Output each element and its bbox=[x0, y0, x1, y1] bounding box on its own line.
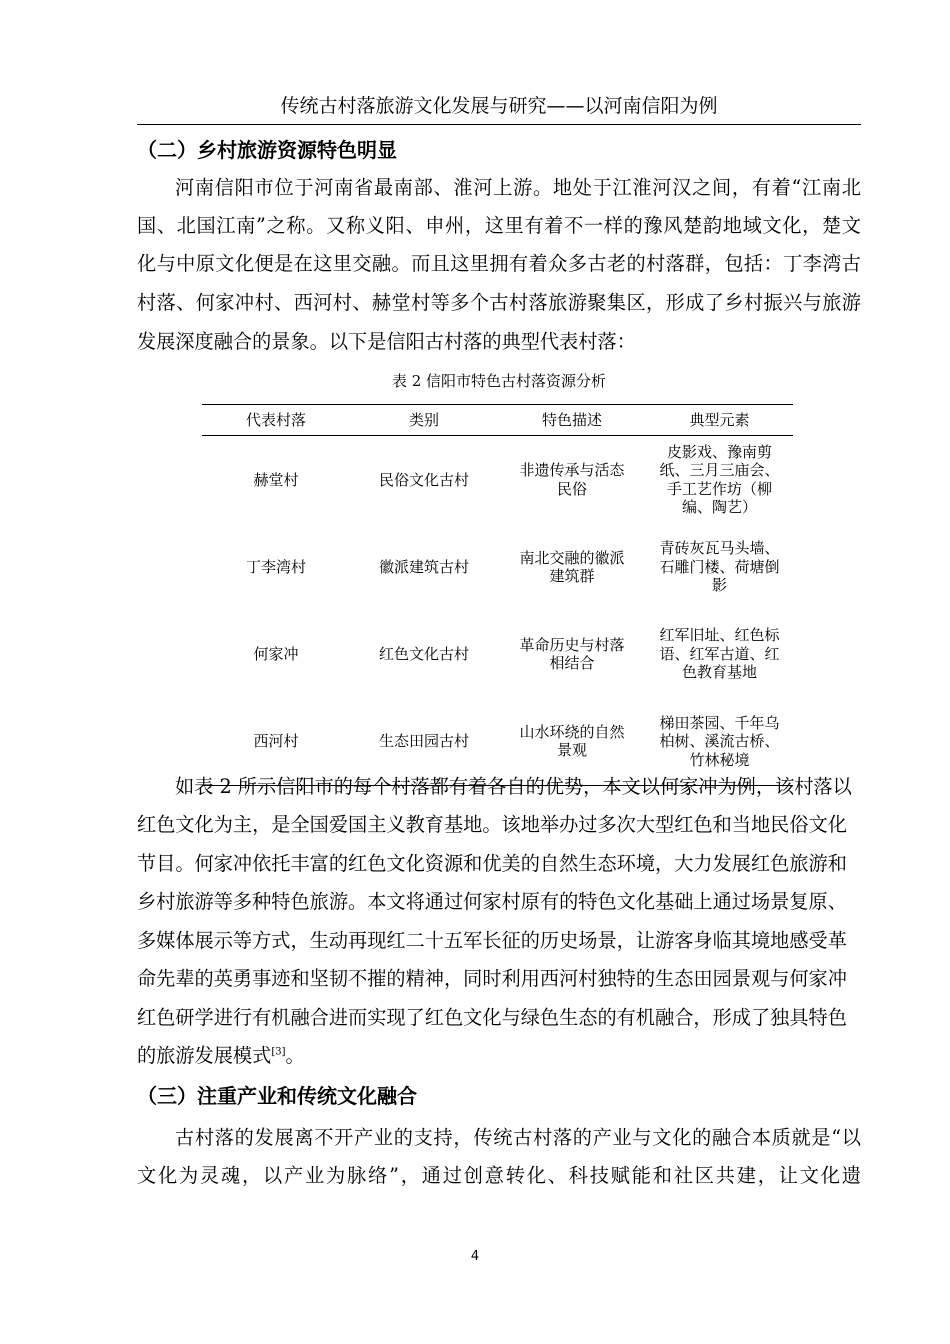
table-header-cell: 典型元素 bbox=[646, 405, 793, 436]
table-cell-text: 皮影戏、豫南剪纸、三月三庙会、手工艺作坊（柳编、陶艺） bbox=[659, 442, 780, 517]
village-resource-table bbox=[202, 404, 793, 786]
paragraph-line bbox=[137, 1041, 861, 1071]
table-cell-text: 非遗传承与活态民俗 bbox=[519, 461, 625, 498]
table-cell-text: 梯田茶园、千年乌柏树、溪流古桥、竹林秘境 bbox=[659, 713, 780, 769]
table-cell: 西河村 bbox=[202, 698, 350, 786]
table-cell bbox=[646, 611, 793, 698]
paragraph-line: 多媒体展示等方式，生动再现红二十五军长征的历史场景，让游客身临其境地感受革 bbox=[137, 929, 847, 952]
paragraph-line: 乡村旅游等多种特色旅游。本文将通过何家村原有的特色文化基础上通过场景复原、 bbox=[137, 890, 847, 913]
table-cell: 生态田园古村 bbox=[350, 698, 498, 786]
table-header-cell: 代表村落 bbox=[202, 405, 350, 436]
table-header-cell: 类别 bbox=[350, 405, 498, 436]
paragraph-text: 。 bbox=[285, 1044, 305, 1067]
table-cell: 赫堂村 bbox=[253, 470, 299, 489]
paragraph-line: 化与中原文化便是在这里交融。而且这里拥有着众多古老的村落群，包括：丁李湾古 bbox=[137, 252, 861, 275]
table-caption: 表 2 信阳市特色古村落资源分析 bbox=[391, 372, 607, 390]
paragraph-line: 红色研学进行有机融合进而实现了红色文化与绿色生态的有机融合，形成了独具特色 bbox=[137, 1006, 847, 1029]
table-cell: 徽派建筑古村 bbox=[378, 557, 469, 576]
table-row bbox=[202, 524, 793, 611]
table-cell: 何家冲 bbox=[253, 644, 299, 663]
table-cell bbox=[646, 524, 793, 611]
paragraph-line: 节目。何家冲依托丰富的红色文化资源和优美的自然生态环境，大力发展红色旅游和 bbox=[137, 852, 847, 875]
table-cell-text: 南北交融的徽派建筑群 bbox=[519, 548, 625, 585]
paragraph-line: 发展深度融合的景象。以下是信阳古村落的典型代表村落： bbox=[137, 330, 636, 353]
table-cell bbox=[646, 436, 793, 524]
paragraph-text: 的旅游发展模式 bbox=[137, 1044, 272, 1067]
table-cell: 红色文化古村 bbox=[378, 644, 469, 663]
paragraph-line: 河南信阳市位于河南省最南部、淮河上游。地处于江淮河汉之间，有着“江南北 bbox=[175, 176, 861, 199]
table-cell-text: 山水环绕的自然景观 bbox=[519, 722, 625, 760]
table-row bbox=[202, 611, 793, 698]
table-cell: 丁李湾村 bbox=[245, 557, 306, 576]
table-cell: 民俗文化古村 bbox=[378, 470, 469, 489]
header-rule bbox=[137, 124, 861, 125]
paragraph-line: 村落、何家冲村、西河村、赫堂村等多个古村落旅游聚集区，形成了乡村振兴与旅游 bbox=[137, 291, 861, 314]
table-cell bbox=[498, 436, 646, 524]
table-cell-text: 革命历史与村落相结合 bbox=[519, 635, 625, 672]
page-number: 4 bbox=[470, 1249, 480, 1264]
paragraph-line: 文化为灵魂，以产业为脉络”，通过创意转化、科技赋能和社区共建，让文化遗 bbox=[137, 1164, 861, 1187]
table-cell bbox=[498, 524, 646, 611]
table-header-row bbox=[202, 405, 793, 436]
section-heading-2: （二）乡村旅游资源特色明显 bbox=[137, 138, 397, 162]
paragraph-line: 国、北国江南”之称。又称义阳、申州，这里有着不一样的豫风楚韵地域文化，楚文 bbox=[137, 214, 861, 237]
table-row bbox=[202, 436, 793, 524]
paragraph-line: 红色文化为主，是全国爱国主义教育基地。该地举办过多次大型红色和当地民俗文化 bbox=[137, 813, 847, 836]
paragraph-line: 古村落的发展离不开产业的支持，传统古村落的产业与文化的融合本质就是“以 bbox=[175, 1126, 861, 1149]
table-header-cell: 特色描述 bbox=[498, 405, 646, 436]
table-cell-text: 青砖灰瓦马头墙、石雕门楼、荷塘倒影 bbox=[659, 539, 780, 595]
section-heading-3: （三）注重产业和传统文化融合 bbox=[137, 1084, 417, 1108]
table-cell-text: 红军旧址、红色标语、红军古道、红色教育基地 bbox=[659, 626, 780, 682]
paragraph-line: 如表 2 所示信阳市的每个村落都有着各自的优势，本文以何家冲为例，该村落以 bbox=[175, 775, 852, 798]
table-cell bbox=[498, 611, 646, 698]
citation-ref: [3] bbox=[271, 1046, 286, 1058]
running-header: 传统古村落旅游文化发展与研究——以河南信阳为例 bbox=[280, 95, 718, 117]
paragraph-line: 命先辈的英勇事迹和坚韧不摧的精神，同时利用西河村独特的生态田园景观与何家冲 bbox=[137, 967, 847, 990]
